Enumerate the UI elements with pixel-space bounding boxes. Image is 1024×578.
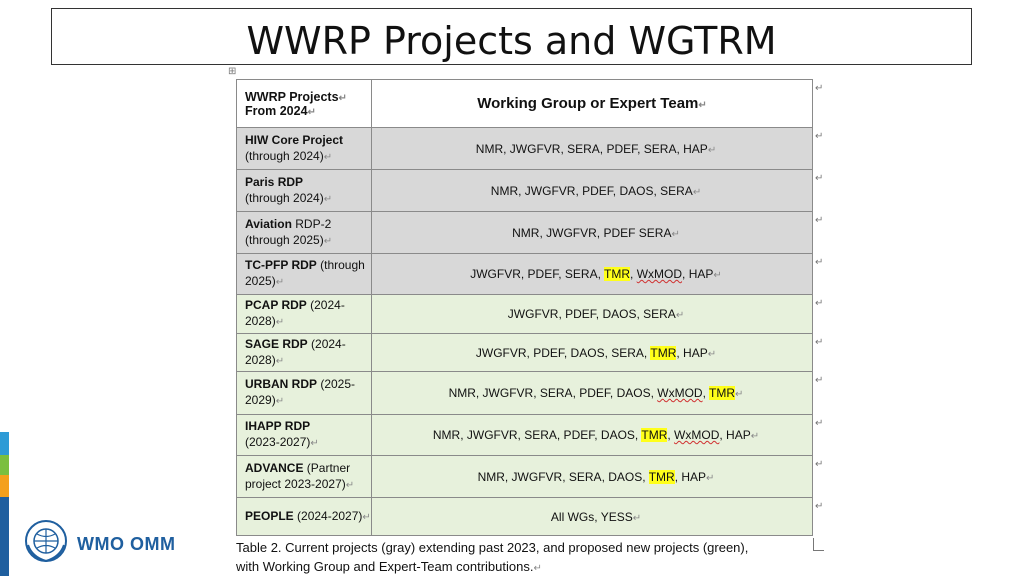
group-text: JWGFVR, PDEF, DAOS, SERA: [507, 307, 676, 321]
wmo-emblem-icon: [24, 519, 68, 563]
group-text: , HAP: [682, 267, 714, 281]
group-text: , HAP: [676, 345, 708, 360]
project-period: (through 2024): [245, 190, 324, 205]
group-text: ,: [702, 386, 710, 400]
project-name-cell[interactable]: TC-PFP RDP (through 2025)↵: [237, 254, 372, 295]
working-group-cell[interactable]: NMR, JWGFVR, SERA, DAOS, TMR, HAP↵: [372, 456, 813, 498]
table-row: [237, 372, 813, 415]
group-text: ,: [630, 267, 637, 281]
table-row: [237, 170, 813, 212]
highlighted-group: TMR: [604, 267, 631, 281]
row-end-mark: ↵: [815, 257, 824, 268]
row-end-mark: ↵: [815, 418, 824, 429]
project-name-cell[interactable]: ADVANCE (Partner project 2023-2027)↵: [237, 456, 372, 498]
working-group-cell[interactable]: JWGFVR, PDEF, DAOS, SERA, TMR, HAP↵: [372, 334, 813, 372]
project-name: HIW Core Project: [245, 132, 344, 147]
header-projects: WWRP Projects↵ From 2024↵: [237, 80, 372, 128]
working-group-cell[interactable]: NMR, JWGFVR, PDEF SERA↵: [372, 212, 813, 254]
working-group-cell[interactable]: JWGFVR, PDEF, SERA, TMR, WxMOD, HAP↵: [372, 254, 813, 295]
highlighted-group: TMR: [648, 469, 675, 484]
project-name-cell[interactable]: PCAP RDP (2024-2028)↵: [237, 295, 372, 334]
project-period: (2023-2027): [245, 435, 311, 449]
project-name-cell[interactable]: Aviation RDP-2 (through 2025)↵: [237, 212, 372, 254]
group-text: All WGs, YESS: [550, 509, 633, 524]
project-period: project 2023-2027): [245, 476, 346, 491]
table-row: [237, 295, 813, 334]
row-end-mark: ↵: [815, 131, 824, 142]
project-name-rest: (Partner: [303, 460, 351, 475]
highlighted-group: TMR: [709, 386, 736, 400]
row-end-mark: ↵: [815, 375, 824, 386]
project-name-rest: RDP-2: [291, 216, 332, 231]
header-working-group: Working Group or Expert Team↵: [372, 80, 813, 128]
project-name-rest: (2024-2028): [245, 336, 346, 367]
slide-title: WWRP Projects and WGTRM: [246, 19, 777, 63]
misspelled-group: WxMOD: [636, 267, 683, 281]
projects-table: [236, 79, 813, 536]
group-text: NMR, JWGFVR, PDEF, DAOS, SERA: [490, 183, 693, 198]
table-row: [237, 456, 813, 498]
table-row: [237, 212, 813, 254]
project-name-rest: (2024-2028): [245, 298, 345, 328]
table-row: [237, 254, 813, 295]
brand-stripe-segment: [0, 455, 9, 475]
brand-stripe-segment: [0, 432, 9, 455]
project-name-rest: (through: [316, 258, 365, 272]
group-text: NMR, JWGFVR, SERA, DAOS,: [477, 469, 649, 484]
group-text: NMR, JWGFVR, SERA, PDEF, DAOS,: [448, 386, 658, 400]
table-move-handle-icon[interactable]: ⊞: [228, 66, 237, 77]
wmo-logo-text: WMO OMM: [77, 534, 176, 554]
group-text: JWGFVR, PDEF, DAOS, SERA,: [475, 345, 651, 360]
group-text: NMR, JWGFVR, SERA, PDEF, DAOS,: [432, 428, 642, 442]
project-name-rest: (2025-: [317, 377, 356, 391]
project-period: (through 2024): [245, 148, 324, 163]
group-text: JWGFVR, PDEF, SERA,: [470, 267, 605, 281]
project-name-cell[interactable]: IHAPP RDP (2023-2027)↵: [237, 415, 372, 456]
group-text: , HAP: [719, 428, 751, 442]
row-end-mark: ↵: [815, 83, 824, 94]
misspelled-group: WxMOD: [657, 386, 703, 400]
table-header-row: [237, 80, 813, 128]
brand-stripe-segment: [0, 475, 9, 497]
group-text: ,: [667, 428, 675, 442]
row-end-mark: ↵: [815, 501, 824, 512]
row-end-mark: ↵: [815, 173, 824, 184]
working-group-cell[interactable]: NMR, JWGFVR, SERA, PDEF, DAOS, TMR, WxMOD, HAP↵: [372, 415, 813, 456]
misspelled-group: WxMOD: [674, 428, 720, 442]
row-end-mark: ↵: [815, 337, 824, 348]
project-name: Paris RDP: [245, 174, 304, 189]
table-row: [237, 415, 813, 456]
highlighted-group: TMR: [650, 345, 677, 360]
project-name: TC-PFP RDP: [245, 258, 317, 272]
project-name-rest: (2024-2027): [293, 508, 363, 523]
group-text: NMR, JWGFVR, PDEF SERA: [512, 225, 672, 240]
group-text: NMR, JWGFVR, SERA, PDEF, SERA, HAP: [475, 141, 708, 156]
row-end-mark: ↵: [815, 459, 824, 470]
project-name-cell[interactable]: HIW Core Project (through 2024)↵: [237, 128, 372, 170]
project-period: 2025): [245, 274, 276, 288]
row-end-mark: ↵: [815, 215, 824, 226]
table-row: [237, 128, 813, 170]
working-group-cell[interactable]: All WGs, YESS↵: [372, 498, 813, 536]
project-name: ADVANCE: [245, 460, 304, 475]
row-end-mark: ↵: [815, 298, 824, 309]
group-text: , HAP: [674, 469, 707, 484]
slide-title-box[interactable]: [51, 8, 972, 65]
project-name: PEOPLE: [245, 508, 294, 523]
project-name: Aviation: [245, 216, 292, 231]
project-name-cell[interactable]: PEOPLE (2024-2027)↵: [237, 498, 372, 536]
brand-stripe-segment: [0, 497, 9, 576]
table-caption: Table 2. Current projects (gray) extending past 2023, and proposed new projects (green), with Working Group and Expert-Team contributions.↵: [236, 540, 749, 574]
project-name-cell[interactable]: URBAN RDP (2025- 2029)↵: [237, 372, 372, 415]
end-of-cell-mark: [813, 538, 824, 551]
project-name: URBAN RDP: [245, 377, 317, 391]
working-group-cell[interactable]: JWGFVR, PDEF, DAOS, SERA↵: [372, 295, 813, 334]
highlighted-group: TMR: [641, 428, 668, 442]
project-name: PCAP RDP: [245, 298, 307, 312]
project-period: (through 2025): [245, 232, 324, 247]
project-name: IHAPP RDP: [245, 419, 311, 433]
working-group-cell[interactable]: NMR, JWGFVR, PDEF, DAOS, SERA↵: [372, 170, 813, 212]
project-name-cell[interactable]: SAGE RDP (2024-2028)↵: [237, 334, 372, 372]
working-group-cell[interactable]: NMR, JWGFVR, SERA, PDEF, SERA, HAP↵: [372, 128, 813, 170]
working-group-cell[interactable]: NMR, JWGFVR, SERA, PDEF, DAOS, WxMOD, TMR↵: [372, 372, 813, 415]
project-name-cell[interactable]: Paris RDP (through 2024)↵: [237, 170, 372, 212]
table-row: [237, 498, 813, 536]
table-row: [237, 334, 813, 372]
project-name: SAGE RDP: [245, 336, 308, 351]
project-period: 2029): [245, 393, 276, 407]
